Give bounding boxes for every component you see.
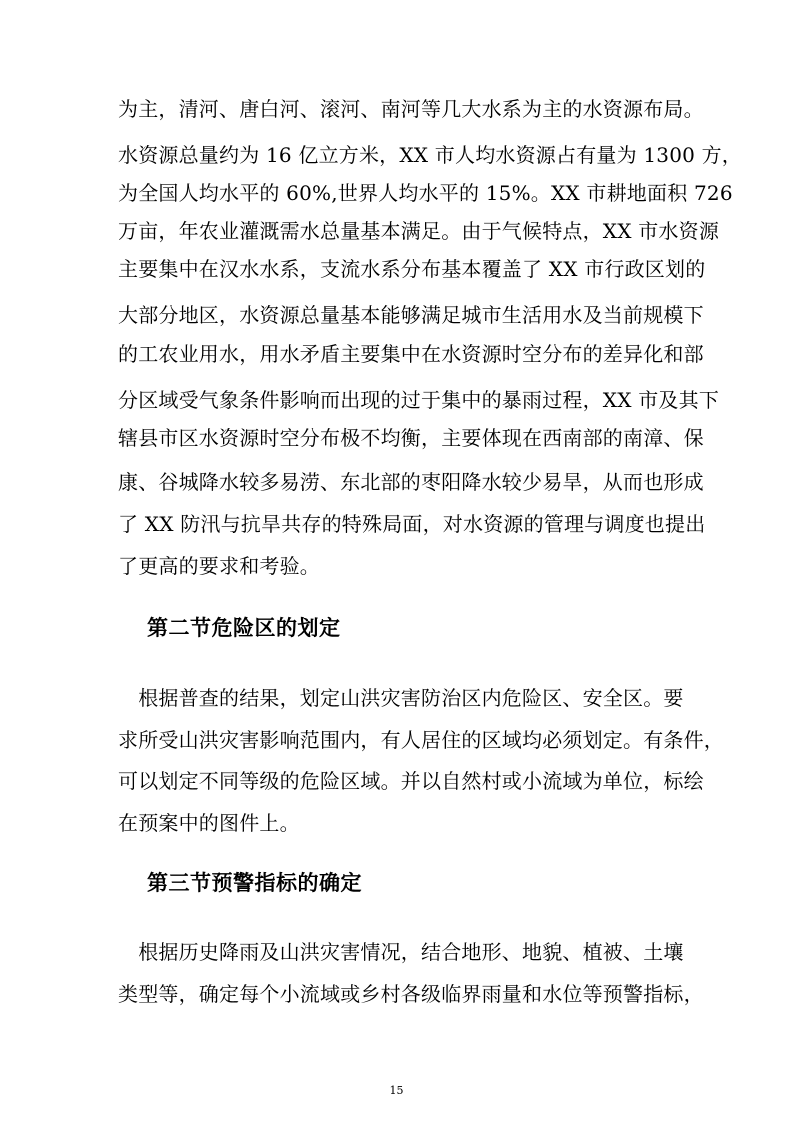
section-heading: 第二节危险区的划定 (147, 615, 341, 640)
text-line: 根据历史降雨及山洪灾害情况，结合地形、地貌、植被、土壤 (118, 940, 684, 964)
page-number: 15 (389, 1084, 404, 1097)
text-line: 的工农业用水，用水矛盾主要集中在水资源时空分布的差异化和部 (118, 342, 704, 366)
text-line: 辖县市区水资源时空分布极不均衡，主要体现在西南部的南漳、保 (118, 426, 704, 450)
text-line: 大部分地区，水资源总量基本能够满足城市生活用水及当前规模下 (118, 303, 704, 327)
text-line: 分区域受气象条件影响而出现的过于集中的暴雨过程，XX 市及其下 (118, 388, 720, 412)
text-line: 水资源总量约为 16 亿立方米，XX 市人均水资源占有量为 1300 方， (118, 143, 743, 167)
text-line: 为主，清河、唐白河、滚河、南河等几大水系为主的水资源布局。 (118, 97, 704, 121)
text-line: 类型等，确定每个小流域或乡村各级临界雨量和水位等预警指标， (118, 982, 704, 1006)
text-line: 康、谷城降水较多易涝、东北部的枣阳降水较少易旱，从而也形成 (118, 470, 704, 494)
text-line: 在预案中的图件上。 (118, 811, 300, 835)
text-line: 根据普查的结果，划定山洪灾害防治区内危险区、安全区。要 (118, 686, 684, 710)
section-heading: 第三节预警指标的确定 (147, 870, 362, 895)
text-line: 了 XX 防汛与抗旱共存的特殊局面，对水资源的管理与调度也提出 (118, 512, 706, 536)
text-line: 可以划定不同等级的危险区域。并以自然村或小流域为单位，标绘 (118, 769, 704, 793)
text-line: 万亩，年农业灌溉需水总量基本满足。由于气候特点，XX 市水资源 (118, 219, 720, 243)
text-line: 为全国人均水平的 60%,世界人均水平的 15%。XX 市耕地面积 726 (118, 181, 733, 205)
text-line: 了更高的要求和考验。 (118, 554, 320, 578)
text-line: 主要集中在汉水水系，支流水系分布基本覆盖了 XX 市行政区划的 (118, 257, 706, 281)
text-line: 求所受山洪灾害影响范围内，有人居住的区域均必须划定。有条件， (118, 728, 724, 752)
